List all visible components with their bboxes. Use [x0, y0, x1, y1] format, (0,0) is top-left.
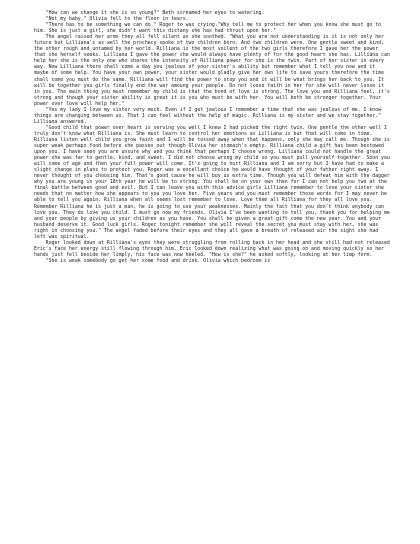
paragraph-1: "How can we change it she is so young?" Beth screamed her eyes to watering.: [34, 10, 265, 16]
paragraph-3: "There has to be something we can do." Roger to was crying."Why tell me to protect her when you know she must go to him. She is just a girl, she didn't want this distany she has had thrust upon her.": [34, 22, 384, 35]
paragraph-5: "Yes my lady I love my sister very much. Even if I get jealous I remember a time that she was jealous of me. I know things are changing between us. That I can feel without the help of magic. Rilliana is my sister and we stay together." Lilliana answered.: [34, 106, 384, 125]
paragraph-4: The angel raised her arms they all fell silent as she soothed. "What you are not understanding is it is not only her future but Lilliana's as well the prochecy spoke of two children born. And two children were. One gentle sweet and kind, the other rough and untamed by her world. Rilliana is the most voilent of the two girls therefore I gave her the power that she herself seeks. Lilliana I gave the power she would always have plenty of for the good heart she has. Lilliana can help her she is the only one who shares the intensity of Rilliana power for she is the twin. Part of her sister in every way. Now Lilliana there shall come a day you jealous of your sister's ability but remember what I tell you now and it maybe of some help. You have your own power, your sister would gladly give her own life to save yours therefore the time shall come you must do the same. Rilliana will find the power to stop you and it will be what brings her back to you. It will be together you girls finally end the war amoung your people. Do not loose faith in her for she will never loose it in you. The main thing you must remember my child is that the bond of love is strong. The love you and Rilliana feel, it's strong and though your sister ability is great it is you who must be with her. You will both be stronger together. Your power over love will help her.": [34, 34, 393, 107]
paragraph-6: "Good child that power over heart is serving you well I knew I had picked the right twin. One gentle the other well I truly don't know what Rilliana is. She must learn to control her emotions as Lilliana is but that will come in time. Rilliana listen well child you grow faint and I will be tossed away when that happens, only she may call me. Though she is super weak perhaps food before she passes out though Olivia her stomach's empty. Rilliana child a gift has been bestowed upon you. I have seen you are unsure why and you think that perhaps I choose wrong. Lilliana could not handle the great power she was far to gentle, kind, and sweet. I did not choose wrong my child so you must pull yourself together. Soon you will come of age and then your full power will come. It's going to hurt Rilliana and I am sorry but I have had to make a slight change in plans to protect you. Roger was a excellant choice he would have thought of your father right away. I never thought of you choosing him. That's good cause he will buy us extra time. Though you will defeat him with the dagger why you are young in your 18th year he will be to strong. You shall be on your own then for I can not help you two at the final battle between good and evil. But I can leave you with this advice girls Lilliana remember to love your sister she needs that no matter how she appears to you you love her. Five years and you must remember those words for I may never be able to tell you again. Rilliana when all seems lost remember to love. Love them all Rilliana for they all love you. Remember Rilliana he is just a man, he is going to use your weaknesses. Mainly the fact that you don't think anybody can love you. They do love you child. I must go now my friends. Olivia I've been wanting to tell you, thank you for helping me and your people by giving us your children as you have. You shall be given a great gift come the new year. You and your husband deserve it. Good luck girls. Roger tonight remember she will reveal the secret you must stay with her, she was right in choosing you." The angel faded before their eyes and they all gave a breath of released air the sight she had left was spiritual.: [34, 124, 393, 240]
paragraph-7: Roger looked down at Rilliana's eyes they were struggling from rolling back in her head and she still had not released Eric's face her energy still flowing through him. Eric looked down realizing what was going on and moving quickly so her hands just fell beside her limply, his face was now heeled. "How is she?" he asked softly, looking at her limp form.: [34, 239, 393, 258]
paragraph-8: "She is weak somebody go get her some food and drink. Olivia which bedroom is: [34, 257, 271, 264]
paragraph-2: "Not my baby." Olivia fell to the floor in tears.: [34, 16, 189, 23]
document-page: [34, 10, 393, 264]
